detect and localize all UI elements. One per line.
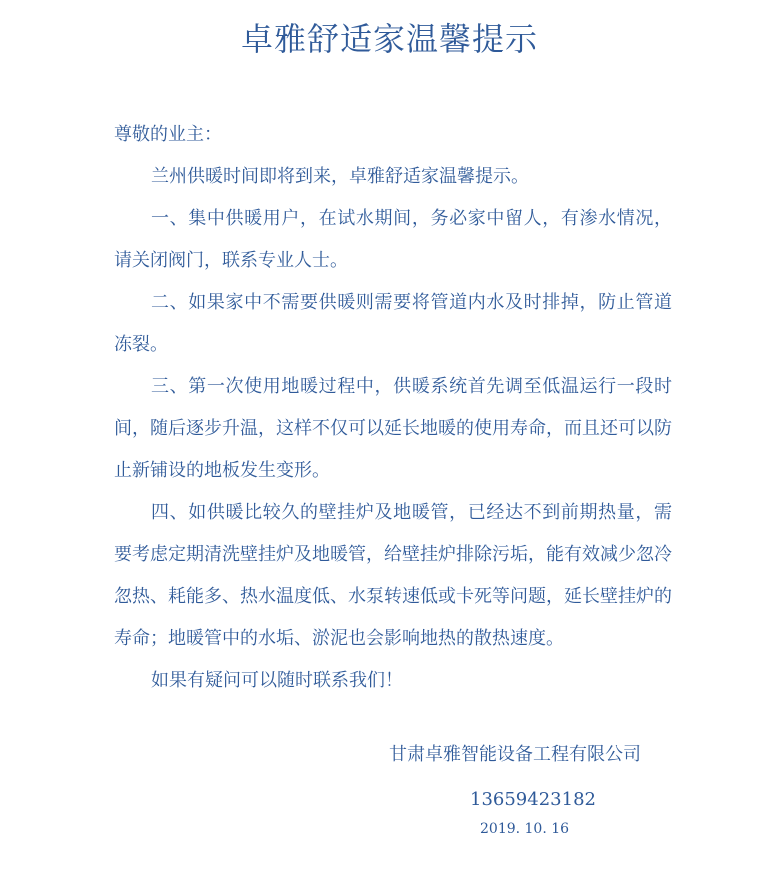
company-name: 甘肃卓雅智能设备工程有限公司	[389, 744, 641, 765]
paragraph-item-3: 三、第一次使用地暖过程中，供暖系统首先调至低温运行一段时间，随后逐步升温，这样不仅可以延长地暖的使用寿命，而且还可以防止新铺设的地板发生变形。	[114, 376, 672, 481]
paragraph-item-4: 四、如供暖比较久的壁挂炉及地暖管，已经达不到前期热量，需要考虑定期清洗壁挂炉及地暖管，给壁挂炉排除污垢，能有效减少忽冷忽热、耗能多、热水温度低、水泵转速低或卡死等问题，延长壁挂炉的寿命；地暖管中的水垢、淤泥也会影响地热的散热速度。	[114, 502, 672, 649]
paragraph-closing: 如果有疑问可以随时联系我们！	[151, 670, 403, 691]
paragraph-intro: 兰州供暖时间即将到来，卓雅舒适家温馨提示。	[151, 166, 529, 187]
notice-date: 2019. 10. 16	[480, 821, 570, 837]
notice-title: 卓雅舒适家温馨提示	[240, 20, 538, 58]
phone-number: 13659423182	[470, 789, 596, 810]
paragraph-item-1: 一、集中供暖用户，在试水期间，务必家中留人，有渗水情况，请关闭阀门，联系专业人士。	[114, 208, 672, 271]
notice-body	[114, 114, 672, 702]
greeting: 尊敬的业主：	[114, 124, 222, 145]
paragraph-item-2: 二、如果家中不需要供暖则需要将管道内水及时排掉，防止管道冻裂。	[114, 292, 672, 355]
